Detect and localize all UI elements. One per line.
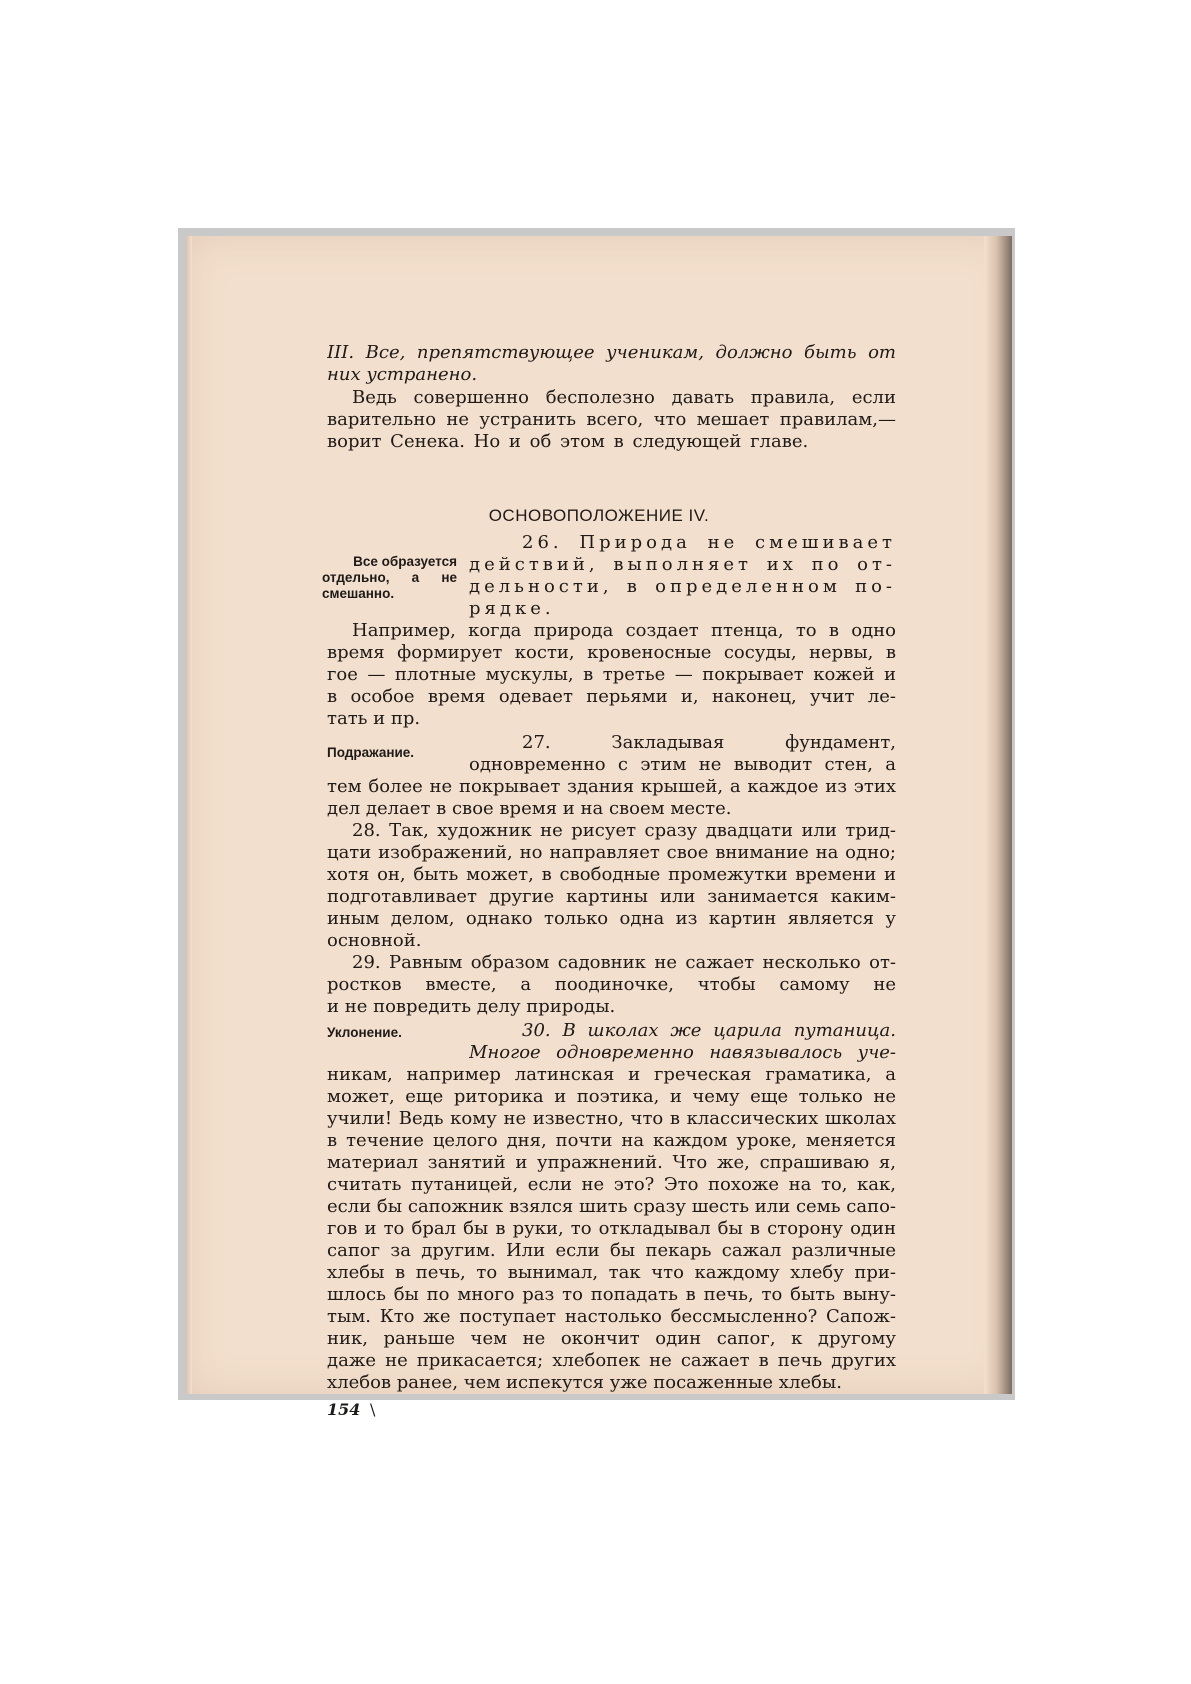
text-line: Многое одновременно навязывалось уче- — [469, 1042, 896, 1063]
text-line: рядке. — [469, 598, 555, 619]
text-line: в течение целого дня, почти на каждом уроке, меняется — [327, 1130, 896, 1151]
margin-note-line: смешанно. — [322, 586, 395, 601]
text-line: 28. Так, художник не рисует сразу двадцати или трид- — [352, 820, 896, 841]
text-line: гов и то брал бы в руки, то откладывал бы в сторону один — [327, 1218, 896, 1239]
text-line: Например, когда природа создает птенца, то в одно — [352, 620, 896, 641]
text-line: учили! Ведь кому не известно, что в классических школах — [327, 1108, 896, 1129]
text-line: время формирует кости, кровеносные сосуды, нервы, в — [327, 642, 896, 663]
page-number-value: 154 — [327, 1400, 361, 1419]
text-line: подготавливает другие картины или занимается каким- — [327, 886, 896, 907]
margin-note: Подражание. — [327, 745, 415, 760]
text-line: сапог за другим. Или если бы пекарь сажал различные — [327, 1240, 896, 1261]
text-line: шлось бы по много раз то попадать в печь, то быть выну- — [327, 1284, 896, 1305]
text-line: основной. — [327, 930, 422, 951]
text-line: III. Все, препятствующее ученикам, должно быть от — [327, 342, 896, 363]
text-line: дел делает в свое время и на своем месте. — [327, 798, 732, 819]
text-line: ворит Сенека. Но и об этом в следующей главе. — [327, 431, 809, 452]
text-line: тем более не покрывает здания крышей, а каждое из этих — [327, 776, 896, 797]
text-line: действий, выполняет их по от- — [469, 554, 896, 575]
text-line: иным делом, однако только одна из картин является у — [327, 908, 896, 929]
text-line: никам, например латинская и греческая граматика, а — [327, 1064, 896, 1085]
text-line: одновременно с этим не выводит стен, а — [469, 754, 896, 775]
text-line: Ведь совершенно бесполезно давать правила, если — [352, 387, 896, 408]
text-line: варительно не устранить всего, что мешает правилам,— — [327, 409, 896, 430]
text-line: 26. Природа не смешивает — [522, 532, 896, 553]
text-line: ник, раньше чем не окончит один сапог, к другому — [327, 1328, 896, 1349]
text-line: даже не прикасается; хлебопек не сажает в печь других — [327, 1350, 896, 1371]
book-page — [186, 236, 1012, 1419]
text-line: 30. В школах же царила путаница. — [522, 1020, 896, 1041]
page-mark: \ — [369, 1400, 376, 1419]
section-heading: ОСНОВОПОЛОЖЕНИЕ IV. — [488, 506, 710, 525]
text-line: них устранено. — [327, 364, 478, 385]
text-line: хлебов ранее, чем испекутся уже посаженные хлебы. — [327, 1372, 842, 1393]
page-number — [327, 1400, 375, 1419]
text-line: и не повредить делу природы. — [327, 996, 616, 1017]
margin-note — [322, 554, 457, 602]
scanned-page-frame — [178, 228, 1015, 1419]
page-left-edge — [186, 236, 192, 1394]
text-line: 27. Закладывая фундамент, — [522, 732, 896, 753]
text-line: гое — плотные мускулы, в третье — покрывает кожей и — [327, 664, 896, 685]
text-line: тать и пр. — [327, 708, 421, 729]
text-line: ростков вместе, а поодиночке, чтобы самому не — [327, 974, 896, 995]
margin-note-line: Все образуется — [353, 554, 457, 569]
margin-note: Уклонение. — [327, 1025, 402, 1040]
text-line: если бы сапожник взялся шить сразу шесть или семь сапо- — [327, 1196, 896, 1217]
text-line: хлебы в печь, то вынимал, так что каждому хлебу при- — [327, 1262, 896, 1283]
text-line: хотя он, быть может, в свободные промежутки времени и — [327, 864, 896, 885]
text-line: может, еще риторика и поэтика, и чему еще только не — [327, 1086, 896, 1107]
margin-note-line: отдельно, а не — [322, 570, 457, 585]
text-line: дельности, в определенном по- — [469, 576, 896, 597]
text-line: тым. Кто же поступает настолько бессмысленно? Сапож- — [327, 1306, 896, 1327]
text-line: 29. Равным образом садовник не сажает несколько от- — [352, 952, 896, 973]
text-line: материал занятий и упражнений. Что же, спрашиваю я, — [327, 1152, 896, 1173]
text-line: считать путаницей, если не это? Это похоже на то, как, — [327, 1174, 896, 1195]
book-spine-shadow — [984, 236, 1012, 1394]
text-line: в особое время одевает перьями и, наконец, учит ле- — [327, 686, 896, 707]
text-line: цати изображений, но направляет свое внимание на одно; — [327, 842, 896, 863]
